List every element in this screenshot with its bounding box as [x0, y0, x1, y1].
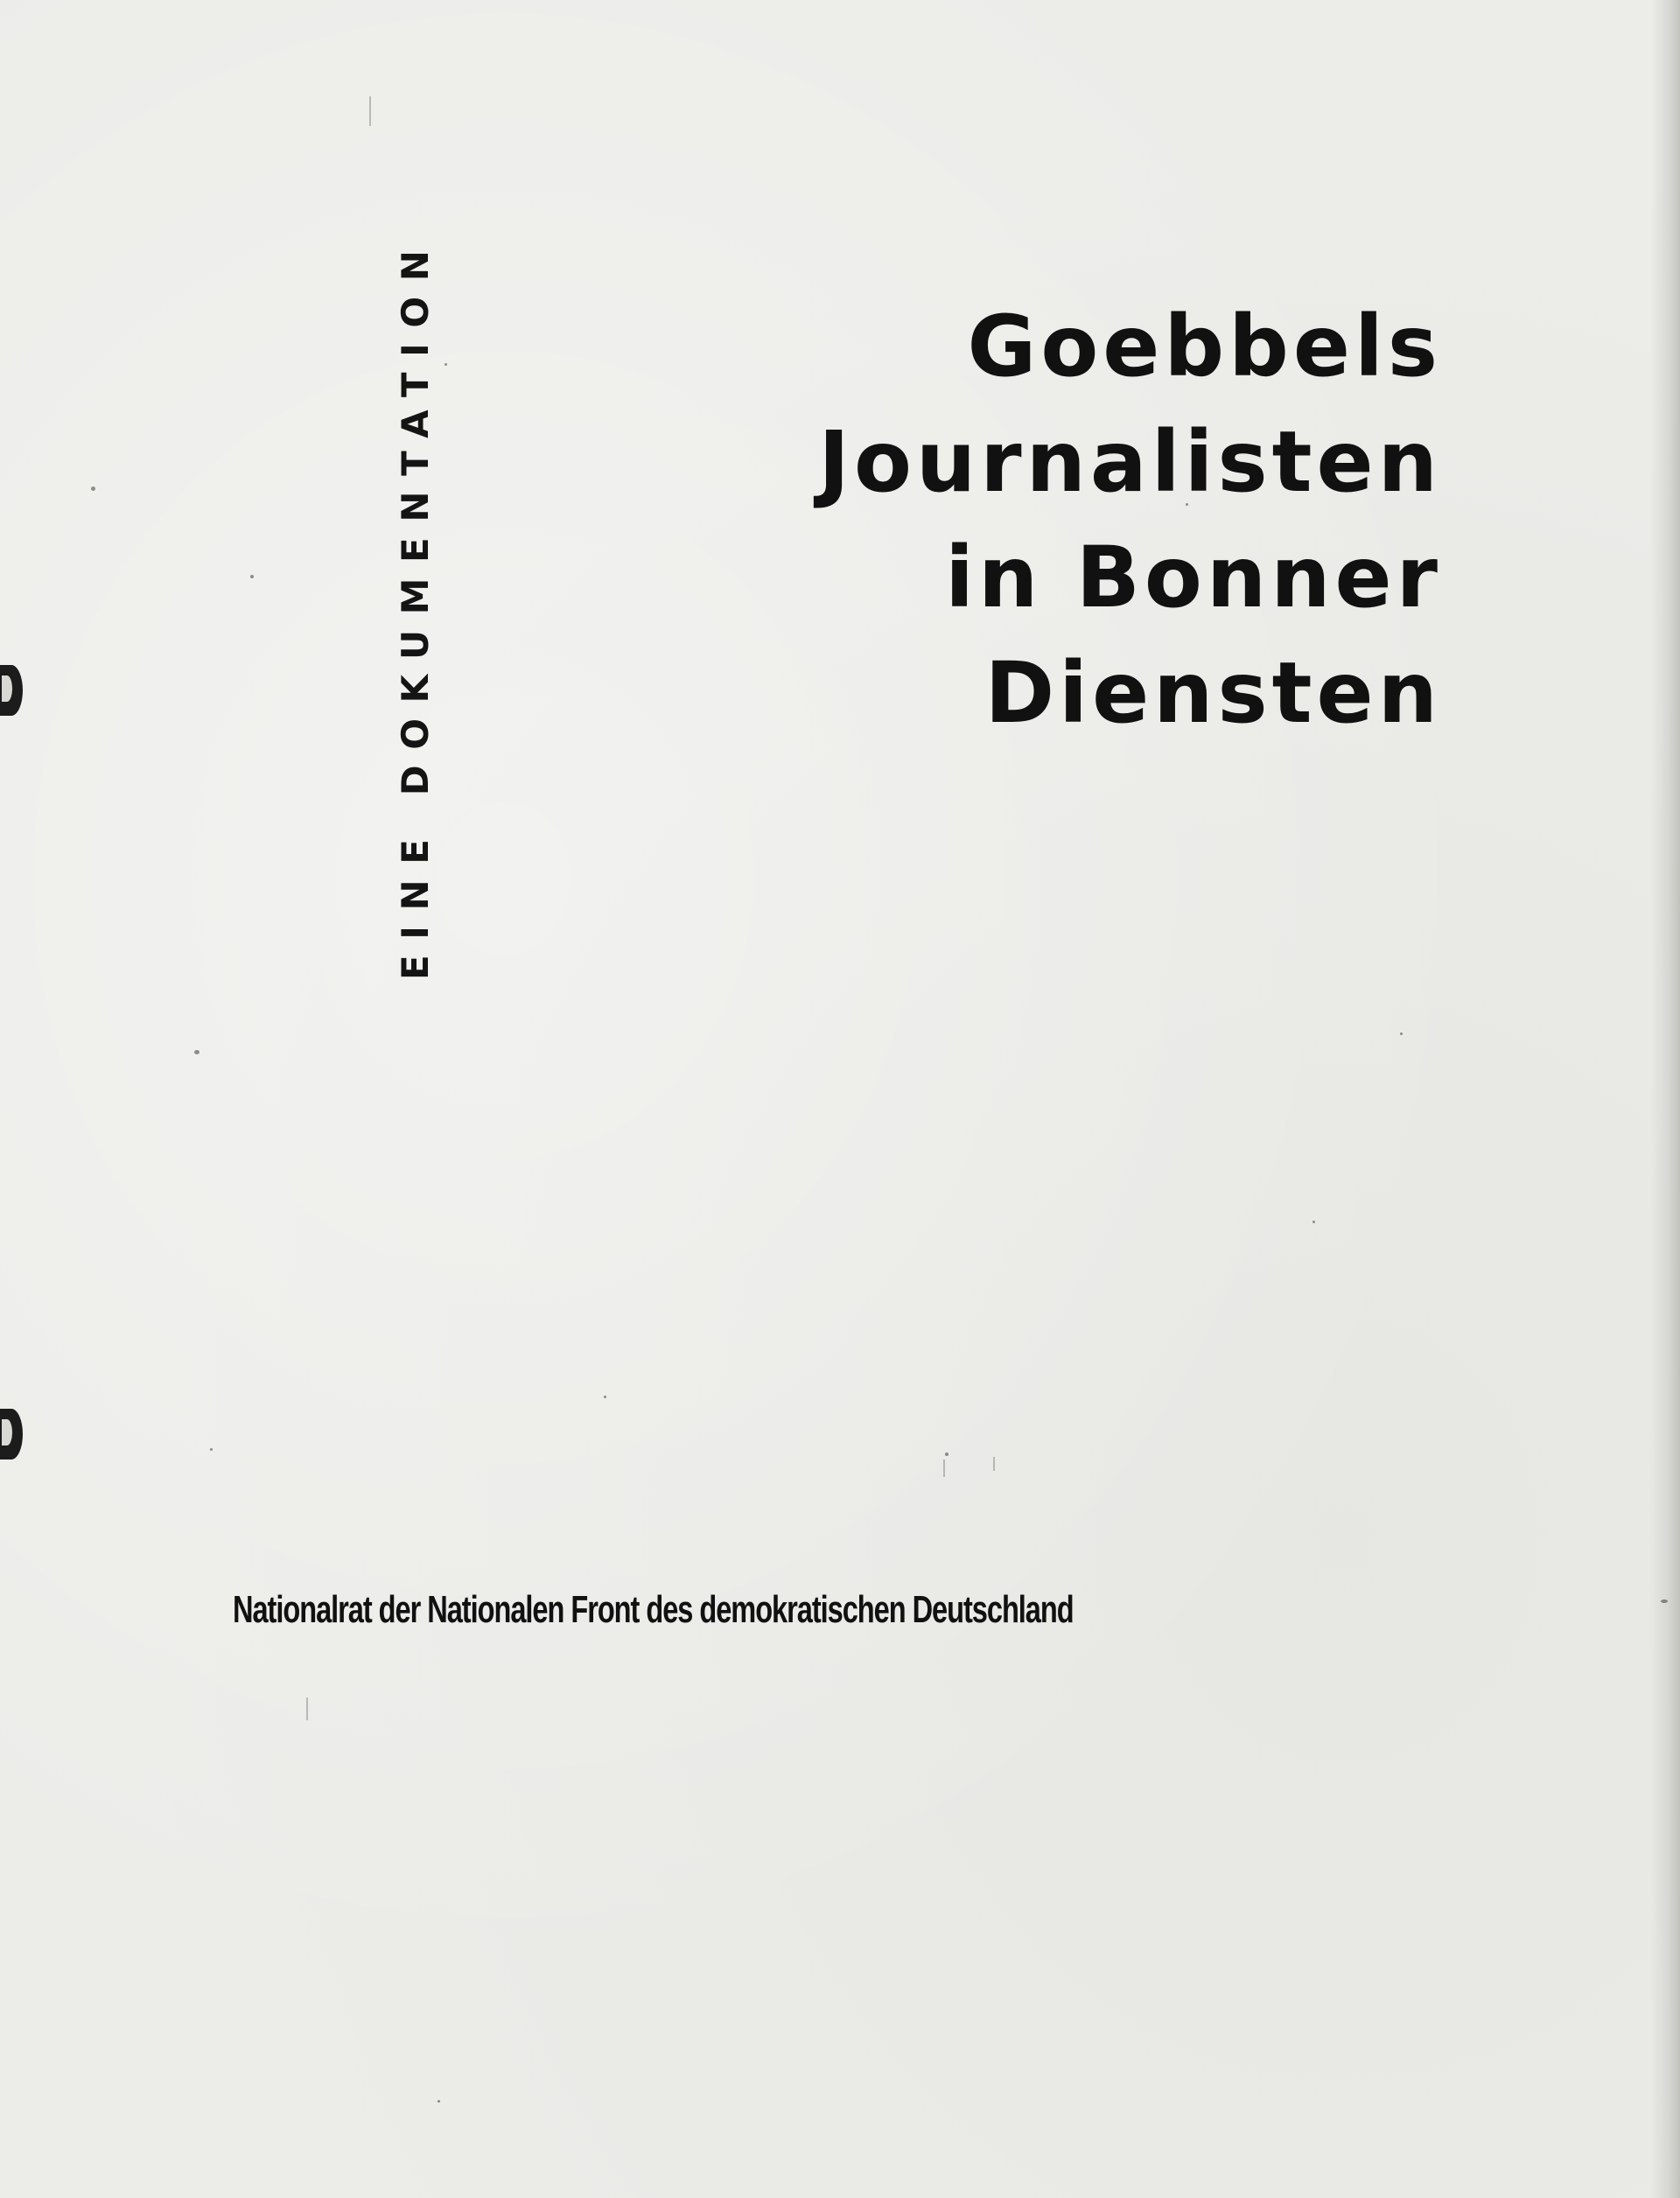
- cover-title: [818, 289, 1442, 751]
- title-line-1: Goebbels: [967, 298, 1442, 396]
- paper-edge: [1650, 0, 1680, 2198]
- scratch: [943, 1460, 945, 1477]
- punch-hole-bottom: [0, 1409, 23, 1460]
- scratch: [306, 1698, 308, 1720]
- speck: [194, 1050, 200, 1054]
- speck: [438, 2100, 440, 2103]
- title-line-4: Diensten: [984, 644, 1442, 742]
- speck: [1400, 1032, 1403, 1035]
- speck: [91, 486, 95, 491]
- speck: [210, 1448, 213, 1451]
- scratch: [369, 96, 371, 126]
- speck: [1312, 1221, 1315, 1223]
- scratch: [993, 1457, 995, 1471]
- speck: [1661, 1600, 1668, 1603]
- title-line-3: in Bonner: [945, 528, 1442, 626]
- publisher-line: Nationalrat der Nationalen Front des demokratischen Deutschland: [233, 1588, 1074, 1631]
- speck: [444, 363, 447, 366]
- punch-hole-top: [0, 665, 23, 716]
- vertical-label-text: EINE DOKUMENTATION: [394, 234, 437, 980]
- speck: [945, 1452, 948, 1456]
- title-line-2: Journalisten: [818, 413, 1442, 511]
- speck: [250, 575, 254, 578]
- speck: [604, 1396, 606, 1398]
